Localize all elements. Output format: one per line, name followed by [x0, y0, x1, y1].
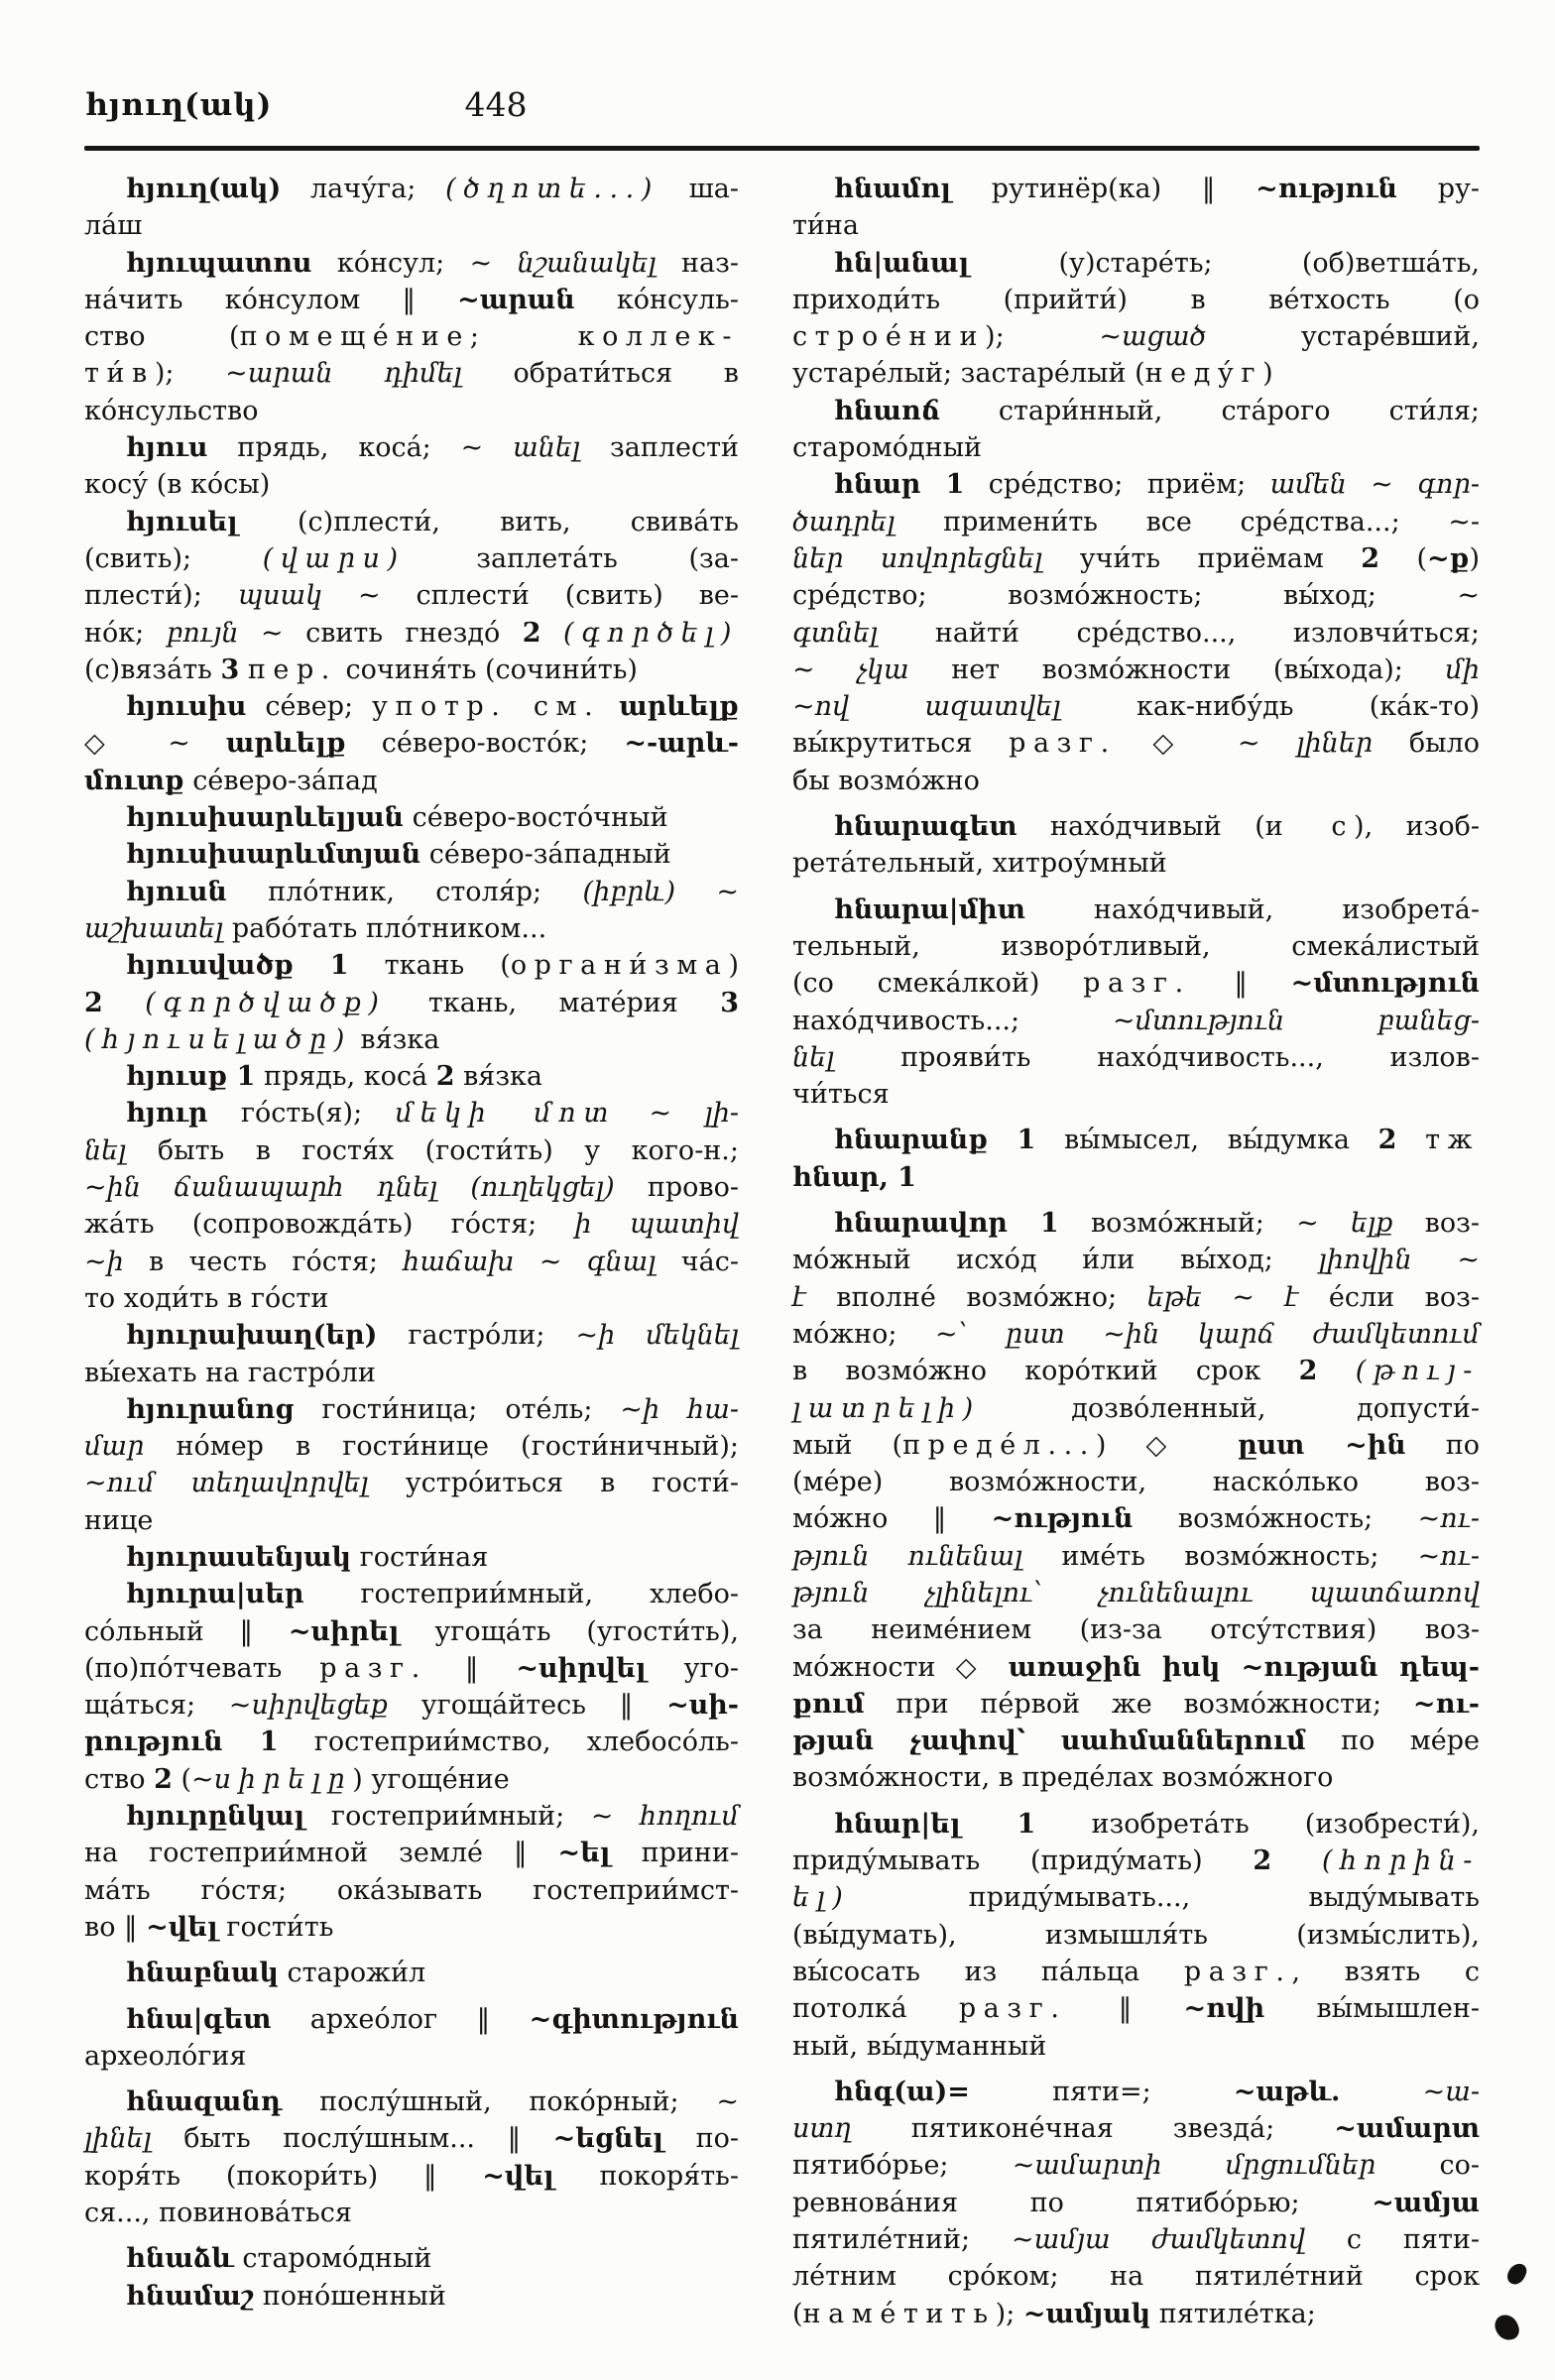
text-line: հյուրանոց гости́ница; оте́ль; ~ի հա- — [126, 1393, 739, 1425]
dictionary-entry — [84, 171, 739, 245]
text-line: հնարանք 1 вы́мысел, вы́думка 2 тж — [834, 1125, 1481, 1156]
text-line: мо́жности ◇ առաջին իսկ ~ության դեպ- — [792, 1651, 1480, 1683]
text-line: приходи́ть (прийти́) в ве́тхость (о — [792, 284, 1480, 315]
text-line: թյուն ունենալ име́ть возмо́жность; ~ու- — [792, 1540, 1480, 1572]
text-line: հնար 1 сре́дство; приём; ամեն ~ գոր- — [834, 469, 1481, 501]
text-line: пятибо́рье; ~ամարտի մրցումներ со- — [792, 2150, 1480, 2182]
text-line: ти́в); ~արան դիմել обрати́ться в — [84, 358, 740, 390]
dictionary-entry — [84, 1576, 739, 1798]
text-line: вы́ехать на гастро́ли — [84, 1357, 376, 1388]
text-line: ща́ться; ~սիրվեցեք угоща́йтесь ‖ ~սի- — [84, 1690, 740, 1722]
text-line: ство 2 (~սիրելը) угоще́ние — [84, 1763, 510, 1795]
dictionary-entry — [792, 2074, 1480, 2332]
dictionary-entry — [792, 1205, 1480, 1797]
dictionary-entry — [792, 1122, 1480, 1196]
text-line: նել прояви́ть нахо́дчивость..., излов- — [792, 1041, 1480, 1073]
text-line: ստղ пятиконе́чная звезда́; ~ամարտ — [792, 2113, 1480, 2145]
text-line: но́к; բույն ~ свить гнездо́ 2 (գործել) — [84, 617, 739, 649]
text-line: հյուրընկալ гостеприи́мный; ~ հողում — [126, 1801, 739, 1833]
text-line: մար но́мер в гости́нице (гости́ничный); — [84, 1431, 739, 1463]
text-line: за неиме́нием (из-за отсу́тствия) воз- — [792, 1614, 1480, 1646]
text-line: հնարագետ нахо́дчивый (и с), изоб- — [834, 811, 1480, 843]
text-line: (հյուսելածը) вя́зка — [84, 1023, 440, 1055]
text-line: ле́тним сро́ком; на пятиле́тний срок — [792, 2261, 1480, 2293]
column-right — [792, 171, 1480, 2332]
text-line: рета́тельный, хитроу́мный — [792, 848, 1167, 880]
text-line: ծադրել примени́ть все сре́дства...; ~- — [792, 506, 1480, 537]
text-line: возмо́жности, в преде́лах возмо́жного — [792, 1762, 1334, 1794]
text-line: հյուրա|սեր гостеприи́мный, хлебо- — [126, 1579, 739, 1610]
text-line: ներ սովորեցնել учи́ть приёмам 2 (~ք) — [792, 542, 1480, 574]
text-line: հնազանդ послу́шный, поко́рный; ~ — [126, 2086, 739, 2118]
text-line: հնամոլ рутинёр(ка) ‖ ~ություն ру- — [834, 174, 1480, 204]
text-line: հնարավոր 1 возмо́жный; ~ ելք воз- — [834, 1208, 1480, 1240]
text-line: քում при пе́рвой же возмо́жности; ~ու- — [792, 1688, 1480, 1720]
text-line: ~ում տեղավորվել устро́иться в гости́- — [84, 1468, 739, 1499]
dictionary-entry — [84, 245, 739, 429]
text-line: թյան չափով՝ սահմաններում по ме́ре — [792, 1726, 1480, 1757]
text-line: հյուրախաղ(եր) гастро́ли; ~ի մեկնել — [126, 1320, 739, 1352]
text-line: հնար, 1 — [792, 1161, 916, 1193]
text-line: устаре́лый; застаре́лый (неду́г) — [792, 358, 1273, 390]
dictionary-entry — [84, 799, 739, 836]
dictionary-entry — [84, 1391, 739, 1539]
text-line: на гостеприи́мной земле́ ‖ ~ել прини- — [84, 1838, 739, 1869]
text-line: լատրելի) дозво́ленный, допусти́- — [792, 1392, 1480, 1424]
text-line: ~ի в честь го́стя; հաճախ ~ գնալ ча́с- — [84, 1246, 739, 1277]
text-line: (ме́ре) возмо́жности, наско́лько воз- — [792, 1467, 1480, 1498]
dictionary-entry — [792, 892, 1480, 1114]
dictionary-entry — [792, 808, 1480, 883]
text-line: հնաբնակ старожи́л — [126, 1958, 426, 1989]
text-line: (вы́думать), измышля́ть (измы́слить), — [792, 1919, 1480, 1951]
dictionary-entry — [84, 947, 739, 1058]
text-line: мо́жный исхо́д и́ли вы́ход; լիովին ~ — [792, 1245, 1481, 1276]
text-line: мый (преде́л...) ◇ ըստ ~ին по — [792, 1429, 1481, 1461]
text-line: ла́ш — [84, 210, 143, 242]
text-line: (с)вяза́ть 3 пер. сочиня́ть (сочини́ть) — [84, 654, 638, 685]
text-line: археоло́гия — [84, 2040, 247, 2072]
text-line: հյուսիս се́вер; употр. см. արևելք — [126, 691, 739, 723]
text-line: тельный, изворо́тливый, смека́листый — [792, 930, 1480, 962]
dictionary-entry — [84, 1095, 739, 1317]
dictionary-entry — [84, 2001, 739, 2076]
text-line: հնար|ել 1 изобрета́ть (изобрести́), — [834, 1808, 1481, 1840]
dictionary-entry — [84, 1058, 739, 1095]
dictionary-entry — [792, 1806, 1480, 2065]
text-line: строе́нии); ~ացած устаре́вший, — [792, 321, 1481, 353]
text-line: (по)по́тчевать разг. ‖ ~սիրվել уго- — [84, 1652, 739, 1684]
text-line: ный, вы́думанный — [792, 2030, 1047, 2062]
text-line: сре́дство; возмо́жность; вы́ход; ~ — [792, 580, 1480, 612]
dictionary-entry — [84, 2240, 739, 2277]
text-line: ма́ть го́стя; ока́зывать гостеприи́мст- — [84, 1874, 739, 1906]
text-line: հյուղ(ակ) лачу́га; (ծղոտե...) ша- — [126, 174, 740, 204]
text-line: մուտք се́веро-за́пад — [84, 765, 378, 796]
text-line: в возмо́жно коро́ткий срок 2 (թույ- — [792, 1356, 1480, 1387]
text-line: րություն 1 гостеприи́мство, хлебосо́ль- — [84, 1726, 739, 1758]
dictionary-entry — [792, 245, 1480, 393]
dictionary-entry — [84, 688, 739, 799]
text-line: հյուսվածք 1 ткань (органи́зма) — [126, 950, 739, 982]
text-line: плести́); պսակ ~ сплести́ (свить) ве- — [84, 580, 739, 612]
text-line: вы́крутиться разг. ◇ ~ լիներ было — [792, 728, 1480, 760]
text-line: հյուրասենյակ гости́ная — [126, 1541, 489, 1573]
ink-blot — [1493, 2312, 1521, 2342]
text-line: հյուպատոս ко́нсул; ~ նշանակել наз- — [126, 247, 739, 279]
text-line: нахо́дчивость...; ~մտություն բանեց- — [792, 1005, 1480, 1036]
text-line: հնաոճ стари́нный, ста́рого сти́ля; — [834, 395, 1480, 426]
text-line: коря́ть (покори́ть) ‖ ~վել покоря́ть- — [84, 2160, 740, 2192]
dictionary-entry — [84, 429, 739, 504]
dictionary-entry — [84, 504, 739, 688]
text-line: գտնել найти́ сре́дство..., изловчи́ться; — [792, 617, 1480, 649]
text-line: вы́сосать из па́льца разг., взять с — [792, 1956, 1481, 1987]
text-line: старомо́дный — [792, 432, 983, 464]
text-line: է вполне́ возмо́жно; եթե ~ է е́сли воз- — [792, 1281, 1480, 1313]
text-line: ся..., повинова́ться — [84, 2198, 352, 2229]
dictionary-entry — [84, 2278, 739, 2315]
text-line: ревнова́ния по пятибо́рью; ~ամյա — [792, 2187, 1480, 2218]
dictionary-entry — [84, 1798, 739, 1946]
text-line: հնարա|միտ нахо́дчивый, изобрета́- — [834, 893, 1480, 925]
text-line: ել) приду́мывать..., выду́мывать — [792, 1882, 1480, 1914]
header-rule — [84, 146, 1480, 151]
text-line: 2 (գործվածք) ткань, мате́рия 3 — [84, 987, 739, 1018]
text-line: чи́ться — [792, 1079, 890, 1111]
text-line: пятиле́тний; ~ամյա ժամկետով с пяти- — [792, 2224, 1480, 2256]
text-line: ти́на — [792, 210, 860, 242]
text-line: հյուսն пло́тник, столя́р; (իբրև) ~ — [126, 876, 739, 907]
text-line: нице — [84, 1504, 154, 1536]
text-line: потолка́ разг. ‖ ~ովի вы́мышлен- — [792, 1993, 1480, 2025]
text-line: (наме́тить); ~ամյակ пятиле́тка; — [792, 2298, 1316, 2329]
text-line: հն|անալ (у)старе́ть; (об)ветша́ть, — [834, 247, 1480, 279]
text-line: ко́нсульство — [84, 395, 259, 426]
header-page-number: 448 — [464, 85, 528, 124]
text-line: հնա|գետ архео́лог ‖ ~գիտություն — [126, 2003, 739, 2035]
text-line: ство (помеще́ние; коллек- — [84, 321, 739, 353]
header-catchword: հյուղ(ակ) — [85, 87, 273, 123]
text-line: ~ով ազատվել как-нибу́дь (ка́к-то) — [792, 691, 1480, 723]
text-line: во ‖ ~վել гости́ть — [84, 1911, 334, 1943]
text-line: թյուն չլինելու՝ չունենալու պատճառով — [792, 1577, 1480, 1608]
text-line: հյուսիսարևելյան се́веро-восто́чный — [126, 802, 668, 834]
text-line: жа́ть (сопровожда́ть) го́стя; ի պատիվ — [84, 1209, 739, 1241]
dictionary-entry — [84, 1539, 739, 1576]
text-line: հնաձև старомо́дный — [126, 2243, 432, 2275]
dictionary-entry — [84, 1955, 739, 1991]
dictionary-entry — [792, 393, 1480, 467]
text-line: косу́ (в ко́сы) — [84, 469, 271, 501]
text-line: на́чить ко́нсулом ‖ ~արան ко́нсуль- — [84, 284, 739, 315]
text-line: (свить); (վարս) заплета́ть (за- — [84, 542, 739, 574]
text-line: հյուր го́сть(я); մեկի մոտ ~ լի- — [126, 1098, 740, 1130]
text-line: հյուսք 1 прядь, коса́ 2 вя́зка — [126, 1061, 543, 1093]
text-line: бы возмо́жно — [792, 765, 980, 796]
text-line: мо́жно; ~՝ ըստ ~ին կարճ ժամկետում — [792, 1318, 1481, 1350]
text-line: ◇ ~ արևելք се́веро-восто́к; ~-արև- — [84, 728, 739, 760]
text-line: հնգ(ա)= пяти=; ~աթև. ~ա- — [834, 2076, 1480, 2107]
text-line: լինել быть послу́шным... ‖ ~եցնել по- — [84, 2123, 739, 2155]
dictionary-entry — [84, 836, 739, 873]
text-line: со́льный ‖ ~սիրել угоща́ть (угости́ть), — [84, 1615, 739, 1647]
dictionary-entry — [84, 874, 739, 948]
text-line: то ходи́ть в го́сти — [84, 1282, 329, 1314]
text-line: աշխատել рабо́тать пло́тником... — [84, 912, 547, 944]
text-line: նել быть в гостя́х (гости́ть) у кого-н.; — [84, 1134, 739, 1166]
text-line: (со смека́лкой) разг. ‖ ~մտություն — [792, 968, 1480, 1000]
dictionary-entry — [84, 1317, 739, 1391]
text-line: приду́мывать (приду́мать) 2 (հորին- — [792, 1845, 1480, 1877]
text-line: мо́жно ‖ ~ություն возмо́жность; ~ու- — [792, 1503, 1480, 1535]
text-line: հյուսիսարևմտյան се́веро-за́падный — [126, 839, 671, 871]
text-line: հյուս прядь, коса́; ~ անել заплести́ — [126, 432, 739, 464]
text-line: ~ չկա нет возмо́жности (вы́хода); մի — [792, 654, 1480, 685]
dictionary-entry — [792, 466, 1480, 799]
dictionary-entry — [84, 2083, 739, 2231]
ink-blot — [1504, 2260, 1529, 2287]
dictionary-entry — [792, 171, 1480, 245]
text-line: հյուսել (с)плести́, вить, свива́ть — [126, 506, 739, 537]
text-line: ~ին ճանապարհ դնել (ուղեկցել) прово- — [84, 1172, 739, 1204]
column-left — [84, 171, 739, 2315]
text-line: հնամաշ поно́шенный — [126, 2280, 446, 2312]
